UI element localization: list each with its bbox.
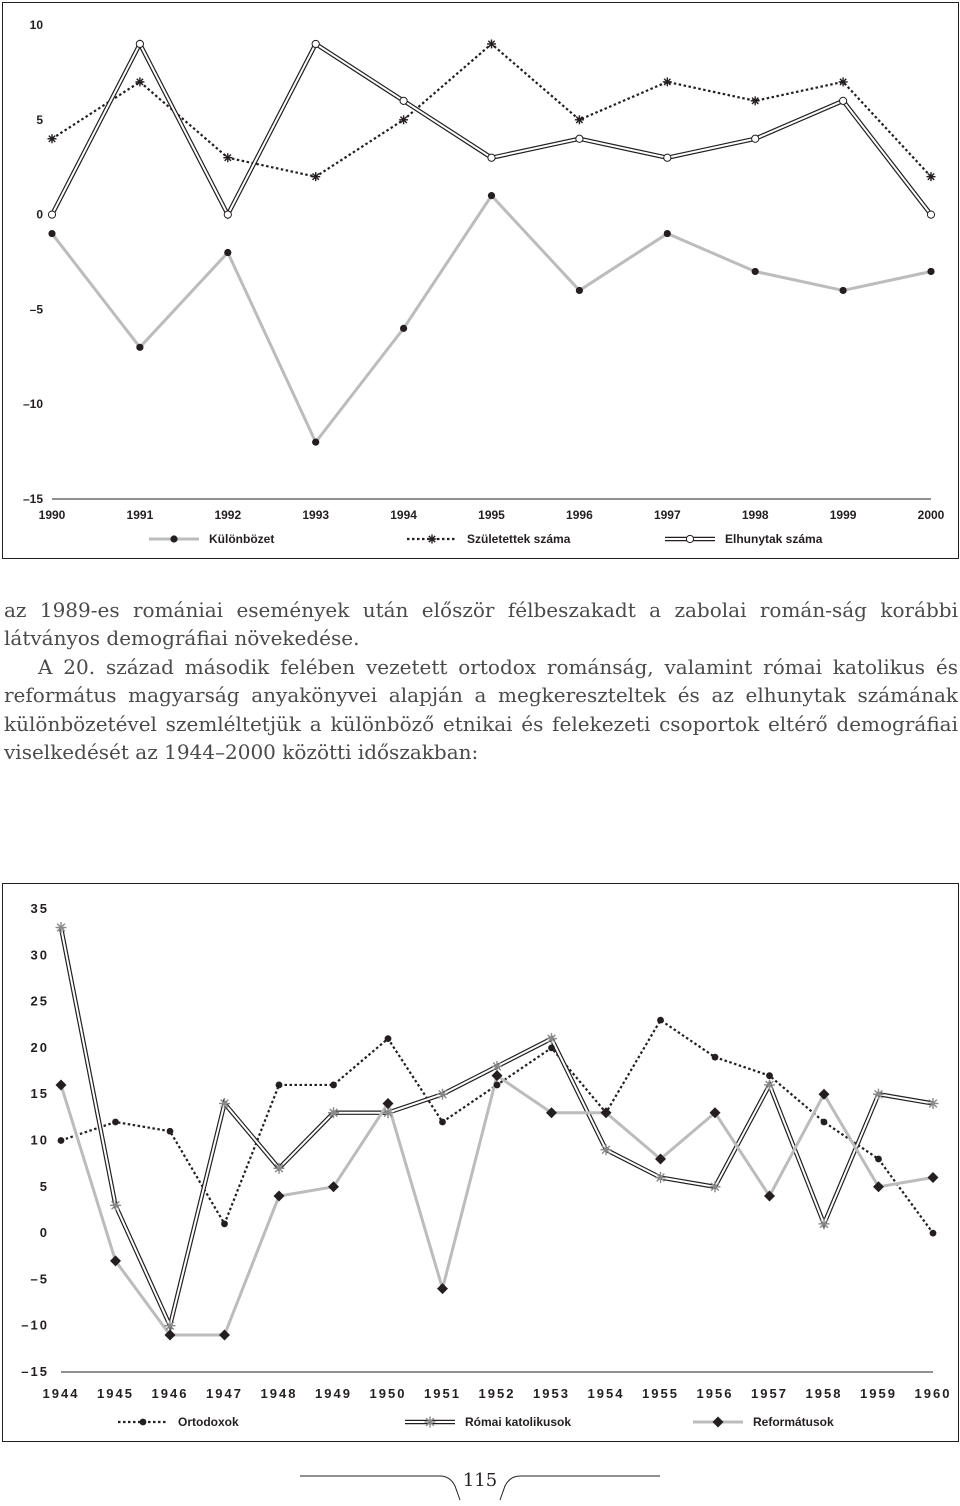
x-tick-label: 1990 <box>38 508 66 522</box>
data-point <box>657 1017 664 1024</box>
legend-marker-1 <box>425 1417 436 1428</box>
y-tick-label: 25 <box>30 993 49 1009</box>
data-point <box>48 211 55 218</box>
data-point <box>927 172 936 181</box>
x-tick-label: 1960 <box>914 1386 952 1401</box>
data-point <box>330 1082 337 1089</box>
legend-label-1: Római katolikusok <box>465 1415 572 1429</box>
legend-label-2: Reformátusok <box>753 1415 834 1429</box>
data-point <box>135 77 144 86</box>
y-tick-label: 30 <box>30 947 49 963</box>
x-tick-label: 1958 <box>805 1386 843 1401</box>
data-point <box>601 1144 612 1155</box>
data-point <box>930 1230 937 1237</box>
x-tick-label: 1951 <box>424 1386 461 1401</box>
legend-marker-1 <box>428 535 437 544</box>
data-point <box>274 1191 285 1202</box>
legend-marker-2 <box>713 1417 724 1428</box>
data-point <box>548 1045 555 1052</box>
x-tick-label: 1945 <box>97 1386 134 1401</box>
data-point <box>927 268 934 275</box>
legend-item-2 <box>665 532 823 546</box>
data-point <box>167 1128 174 1135</box>
data-point <box>712 1054 719 1061</box>
data-point <box>328 1107 339 1118</box>
data-point <box>576 135 583 142</box>
data-point <box>56 922 67 933</box>
y-tick-label: 20 <box>30 1039 49 1055</box>
y-tick-label: –10 <box>21 1317 49 1333</box>
x-tick-label: 1957 <box>751 1386 788 1401</box>
y-tick-label: –5 <box>29 302 43 317</box>
series-line-0 <box>61 1020 933 1233</box>
data-point <box>385 1035 392 1042</box>
data-point <box>488 192 495 199</box>
data-point <box>224 249 231 256</box>
legend-item-0 <box>149 532 274 546</box>
legend-marker-2 <box>686 535 693 542</box>
data-point <box>840 287 847 294</box>
data-point <box>766 1072 773 1079</box>
x-tick-label: 1946 <box>151 1386 189 1401</box>
data-point <box>664 230 671 237</box>
chart-1-svg <box>3 3 958 558</box>
y-tick-label: 5 <box>36 112 43 127</box>
data-point <box>58 1137 65 1144</box>
legend-label-2: Elhunytak száma <box>725 532 823 546</box>
y-tick-label: –15 <box>22 492 43 506</box>
data-point <box>112 1119 119 1126</box>
y-tick-label: 0 <box>36 207 43 222</box>
x-tick-label: 1995 <box>478 508 505 522</box>
data-point <box>311 172 320 181</box>
x-tick-label: 1952 <box>478 1386 516 1401</box>
data-point <box>819 1218 830 1229</box>
legend-label-0: Különbözet <box>209 532 275 546</box>
data-point <box>664 154 671 161</box>
x-tick-label: 1993 <box>302 508 330 522</box>
chart-2 <box>2 883 959 1442</box>
data-point <box>312 439 319 446</box>
data-point <box>575 115 584 124</box>
data-point <box>488 154 495 161</box>
y-tick-label: 10 <box>30 1132 49 1148</box>
x-tick-label: 1949 <box>315 1386 352 1401</box>
y-tick-label: 35 <box>30 901 49 916</box>
y-tick-label: –15 <box>21 1364 49 1379</box>
data-point <box>48 134 57 143</box>
chart-1 <box>2 2 959 559</box>
y-tick-label: 10 <box>29 18 43 32</box>
y-tick-label: –10 <box>22 397 43 412</box>
data-point <box>219 1098 230 1109</box>
x-tick-label: 1955 <box>642 1386 679 1401</box>
paragraph-1: az 1989-es romániai események után először félbeszakadt a zabolai román-ság korábbi látványos demográfiai növekedése. <box>4 598 958 651</box>
x-tick-label: 1950 <box>369 1386 407 1401</box>
data-point <box>927 211 934 218</box>
x-tick-label: 1991 <box>126 508 154 522</box>
data-point <box>437 1089 448 1100</box>
data-point <box>928 1098 939 1109</box>
data-point <box>439 1119 446 1126</box>
data-point <box>494 1082 501 1089</box>
data-point <box>655 1172 666 1183</box>
x-tick-label: 1998 <box>741 508 769 522</box>
data-point <box>752 268 759 275</box>
x-tick-label: 1999 <box>829 508 857 522</box>
y-tick-label: 15 <box>30 1086 49 1102</box>
data-point <box>48 230 55 237</box>
series-line-2 <box>52 44 931 215</box>
data-point <box>576 287 583 294</box>
data-point <box>752 135 759 142</box>
data-point <box>224 211 231 218</box>
series-line-1 <box>61 928 933 1326</box>
legend-item-1 <box>407 532 571 546</box>
data-point <box>56 1079 67 1090</box>
x-tick-label: 1956 <box>696 1386 734 1401</box>
y-tick-label: 5 <box>39 1178 49 1194</box>
legend-marker-0 <box>140 1419 147 1426</box>
x-tick-label: 1944 <box>42 1386 80 1401</box>
data-point <box>873 1089 884 1100</box>
legend-label-1: Születettek száma <box>467 532 571 546</box>
data-point <box>221 1220 228 1227</box>
legend-marker-0 <box>170 535 177 542</box>
data-point <box>875 1156 882 1163</box>
x-tick-label: 1996 <box>566 508 593 522</box>
data-point <box>764 1079 775 1090</box>
series-line-2 <box>61 1076 933 1335</box>
data-point <box>219 1329 230 1340</box>
chart-2-svg <box>3 884 958 1441</box>
legend-label-0: Ortodoxok <box>178 1415 239 1429</box>
x-tick-label: 1948 <box>260 1386 298 1401</box>
data-point <box>136 40 143 47</box>
data-point <box>839 77 848 86</box>
data-point <box>663 77 672 86</box>
paragraph-2: A 20. század második felében vezetett ortodox románság, valamint római katolikus és református magyarság anyakönyvei alapján a megkereszteltek és az elhunytak számának különbözetével szemléltetjük a különböző etnikai és felekezeti csoportok eltérő demográfiai viselkedését az 1944–2000 közötti időszakban: <box>4 654 958 765</box>
data-point <box>276 1082 283 1089</box>
data-point <box>751 96 760 105</box>
data-point <box>110 1200 121 1211</box>
data-point <box>312 40 319 47</box>
x-tick-label: 1959 <box>860 1386 897 1401</box>
x-tick-label: 1997 <box>653 508 681 522</box>
data-point <box>274 1163 285 1174</box>
data-point <box>437 1283 448 1294</box>
x-tick-label: 1992 <box>214 508 242 522</box>
data-point <box>710 1181 721 1192</box>
data-point <box>821 1119 828 1126</box>
legend-item-2 <box>693 1415 834 1429</box>
data-point <box>840 97 847 104</box>
data-point <box>546 1033 557 1044</box>
legend-item-0 <box>118 1415 239 1429</box>
legend-item-1 <box>405 1415 571 1429</box>
body-text <box>4 596 958 766</box>
y-tick-label: 0 <box>39 1225 49 1241</box>
data-point <box>136 344 143 351</box>
x-tick-label: 1953 <box>533 1386 570 1401</box>
data-point <box>400 97 407 104</box>
y-tick-label: –5 <box>30 1271 49 1287</box>
data-point <box>223 153 232 162</box>
data-point <box>399 115 408 124</box>
series-line-0 <box>52 196 931 442</box>
data-point <box>928 1172 939 1183</box>
page-number: 115 <box>462 1470 498 1491</box>
data-point <box>487 39 496 48</box>
x-tick-label: 1954 <box>587 1386 625 1401</box>
x-tick-label: 1947 <box>206 1386 243 1401</box>
x-tick-label: 1994 <box>390 508 417 522</box>
x-tick-label: 2000 <box>917 508 945 522</box>
data-point <box>400 325 407 332</box>
